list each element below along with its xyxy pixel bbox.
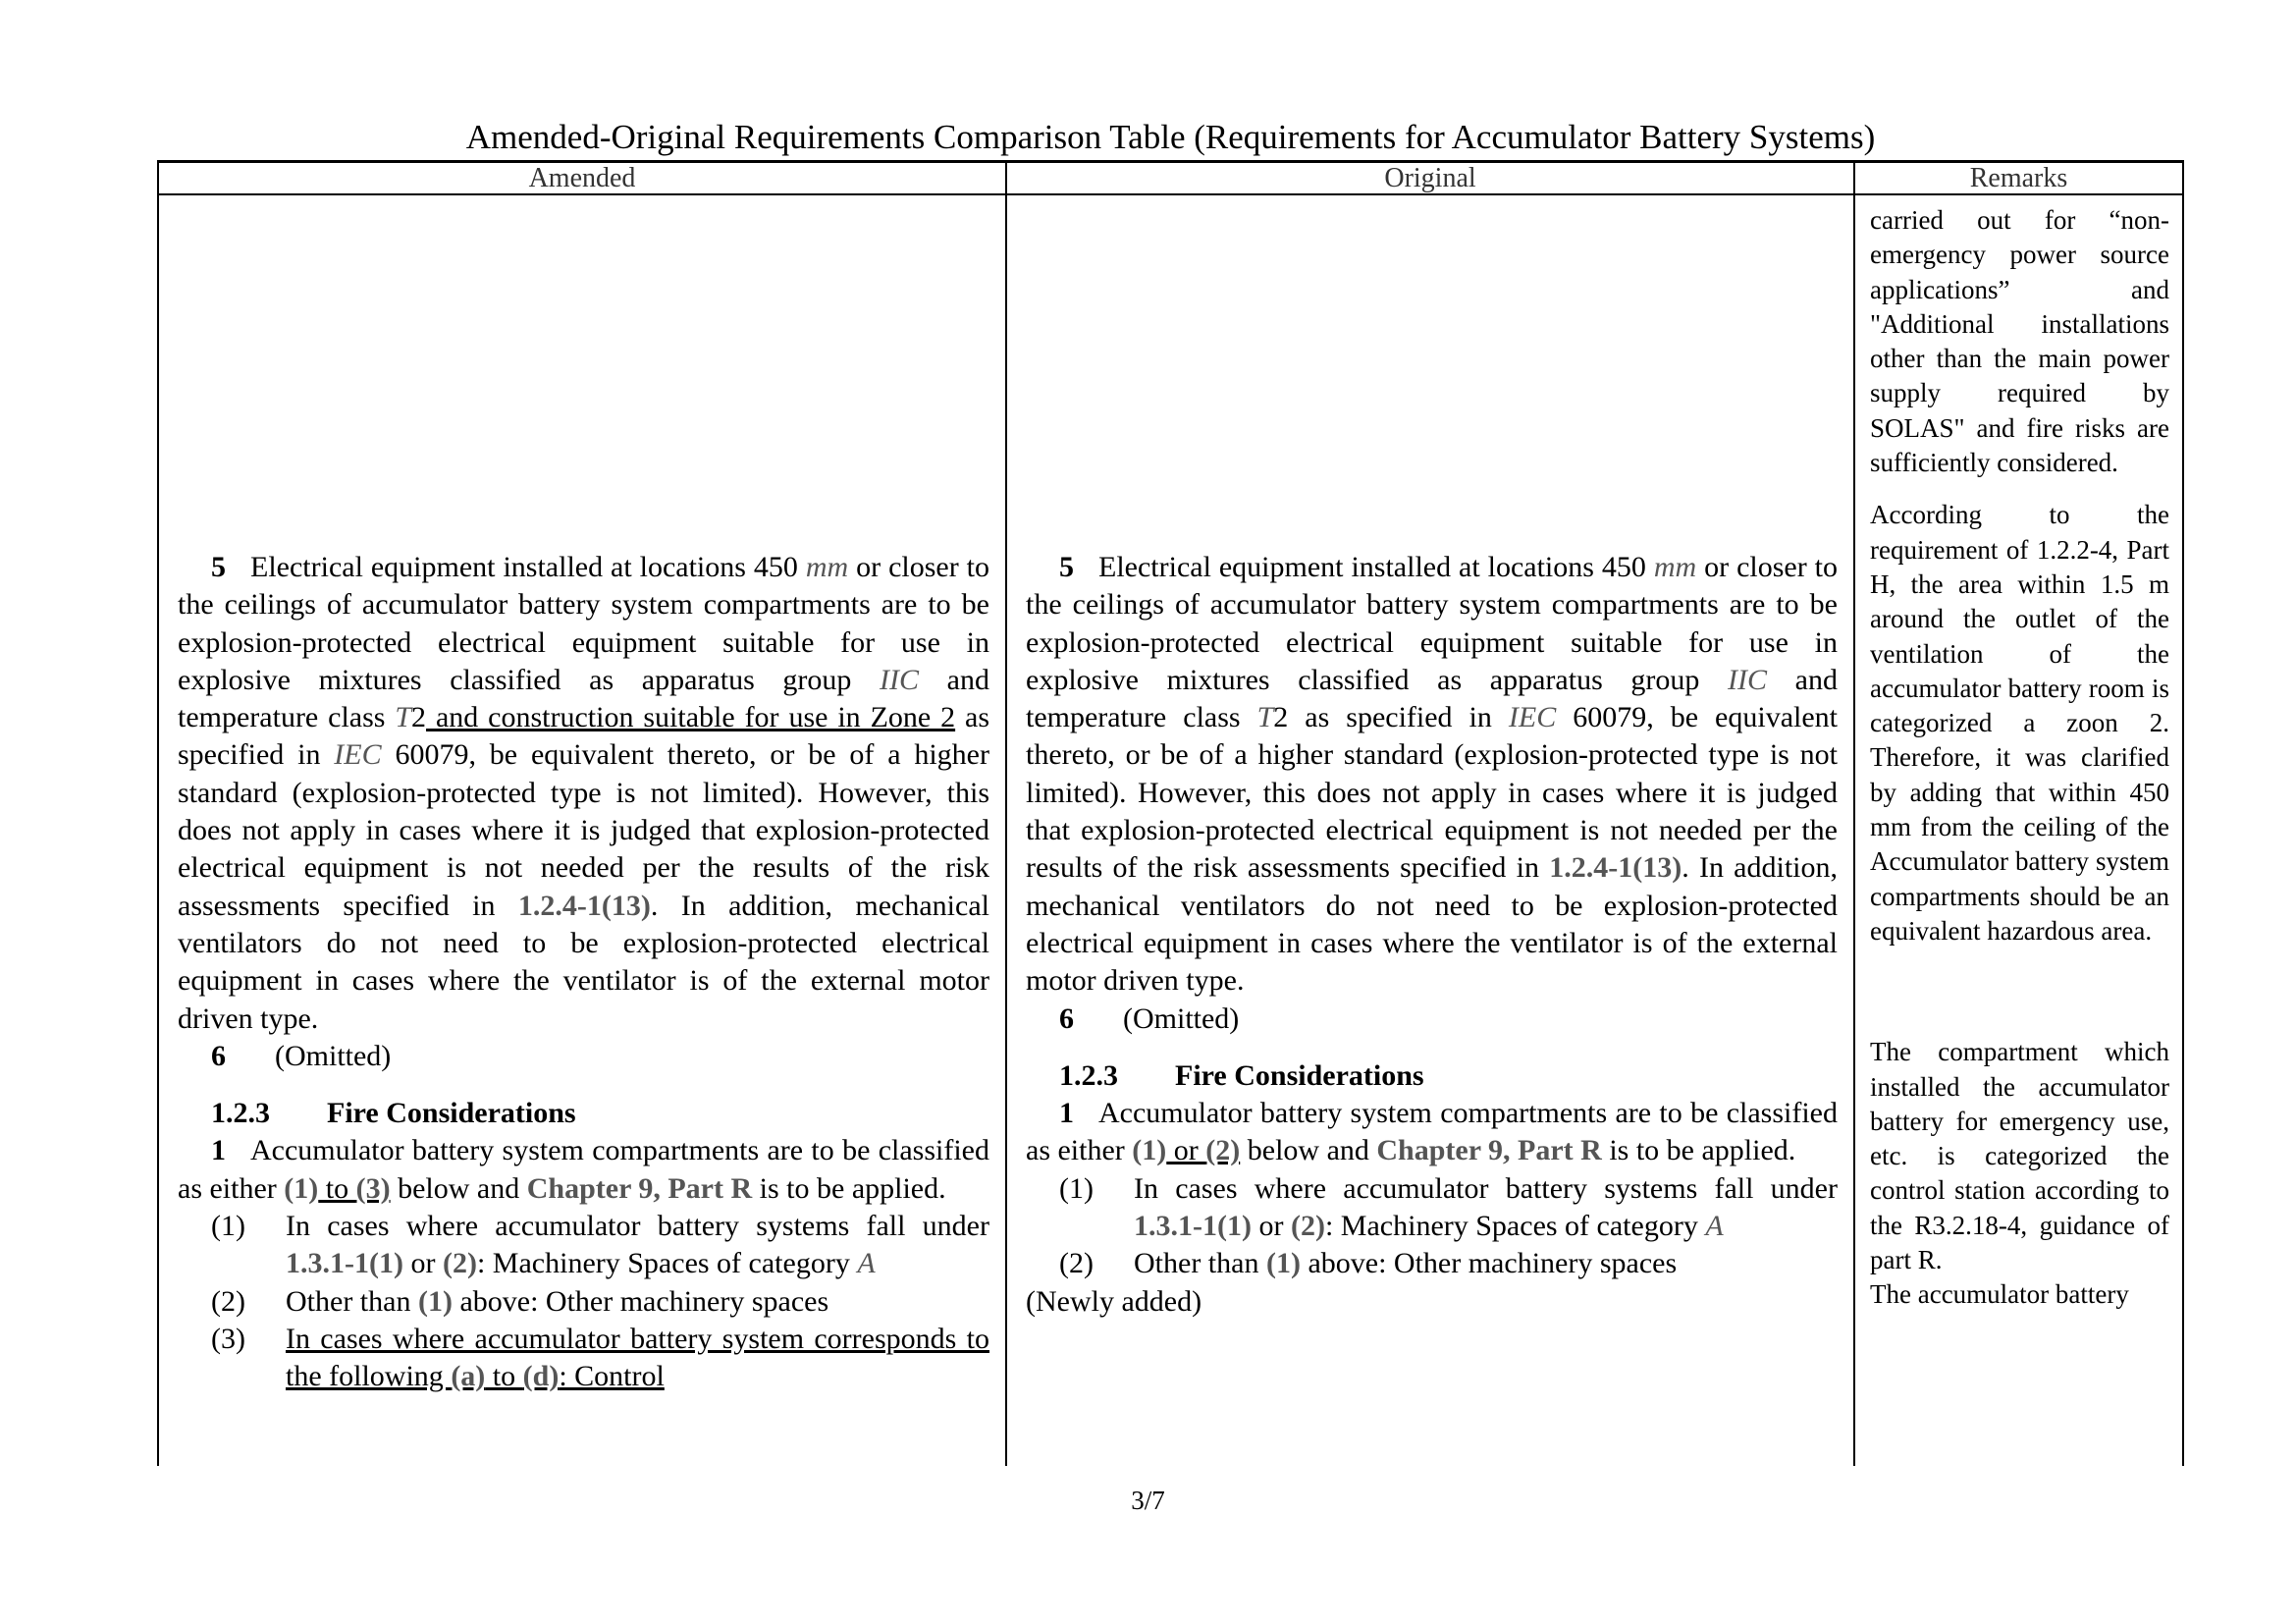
header-amended: Amended: [157, 160, 1005, 195]
original-para-6: 6 (Omitted): [1059, 1001, 1240, 1035]
remark-4: The accumulator battery: [1870, 1279, 2129, 1310]
amended-item-1: (1) In cases where accumulator battery systems fall under 1.3.1-1(1) or (2): Machinery Spaces of category A: [211, 1210, 989, 1280]
amended-para-6: 6 (Omitted): [211, 1039, 392, 1072]
comparison-table: [157, 160, 2184, 1466]
remark-3: The compartment which installed the accumulator battery for emergency use, etc. is categorized the control station according to the R3.2.18-4, guidance of part R.: [1870, 1037, 2169, 1275]
original-column: [1026, 195, 1838, 1321]
amended-column: [178, 195, 989, 1396]
page-number: 3/7: [1131, 1486, 1165, 1515]
original-item-2: (2) Other than (1) above: Other machinery spaces: [1059, 1247, 1678, 1280]
column-divider-right: [1853, 160, 1855, 1466]
remark-1: carried out for “non-emergency power source applications” and "Additional installations other than the main power supply required by SOLAS" and fire risks are sufficiently considered.: [1870, 205, 2169, 478]
amended-section-heading: 1.2.3 Fire Considerations: [211, 1097, 576, 1130]
remark-2: According to the requirement of 1.2.2-4, Part H, the area within 1.5 m around the outlet of the ventilation of the accumulator battery room is categorized a zoon 2. Therefore, it was clarified by adding that within 450 mm from the ceiling of the Accumulator battery system compartments should be an equivalent hazardous area.: [1870, 500, 2169, 946]
original-section-heading: 1.2.3 Fire Considerations: [1059, 1058, 1424, 1092]
amended-para-5: 5 Electrical equipment installed at locations 450 mm or closer to the ceilings of accumulator battery system compartments are to be explosion-protected electrical equipment suitable for use in explosive mixtures classified as apparatus group IIC and temperature class T2 and construction suitable for use in Zone 2 as specified in IEC 60079, be equivalent thereto, or be of a higher standard (explosion-protected type is not limited). However, this does not apply in cases where it is judged that explosion-protected electrical equipment is not needed per the results of the risk assessments specified in 1.2.4-1(13). In addition, mechanical ventilators do not need to be explosion-protected electrical equipment in cases where the ventilator is of the external motor driven type.: [178, 551, 989, 1035]
amended-para-1: 1 Accumulator battery system compartments are to be classified as either (1) to (3) below and Chapter 9, Part R is to be applied.: [178, 1134, 989, 1205]
header-remarks: Remarks: [1853, 160, 2184, 195]
column-divider-edge: [2182, 160, 2184, 1466]
amended-insertion: and construction suitable for use in Zone 2: [426, 701, 956, 734]
original-para-5: 5 Electrical equipment installed at locations 450 mm or closer to the ceilings of accumulator battery system compartments are to be explosion-protected electrical equipment suitable for use in explosive mixtures classified as apparatus group IIC and temperature class T2 as specified in IEC 60079, be equivalent thereto, or be of a higher standard (explosion-protected type is not limited). However, this does not apply in cases where it is judged that explosion-protected electrical equipment is not needed per the results of the risk assessments specified in 1.2.4-1(13). In addition, mechanical ventilators do not need to be explosion-protected electrical equipment in cases where the ventilator is of the external motor driven type.: [1026, 551, 1839, 998]
amended-item-3: (3) In cases where accumulator battery system corresponds to the following (a) to (d): Control: [211, 1322, 989, 1393]
amended-item-2: (2) Other than (1) above: Other machinery spaces: [211, 1284, 829, 1318]
remarks-column: [1870, 195, 2169, 1313]
document-title: Amended-Original Requirements Comparison Table (Requirements for Accumulator Battery Systems): [465, 118, 1876, 156]
header-original: Original: [1005, 160, 1853, 195]
original-para-1: 1 Accumulator battery system compartments are to be classified as either (1) or (2) below and Chapter 9, Part R is to be applied.: [1026, 1097, 1838, 1167]
original-newly-added: (Newly added): [1026, 1284, 1202, 1318]
column-divider-left: [157, 160, 159, 1466]
column-divider-middle: [1005, 160, 1007, 1466]
original-item-1: (1) In cases where accumulator battery systems fall under 1.3.1-1(1) or (2): Machinery Spaces of category A: [1059, 1171, 1838, 1243]
